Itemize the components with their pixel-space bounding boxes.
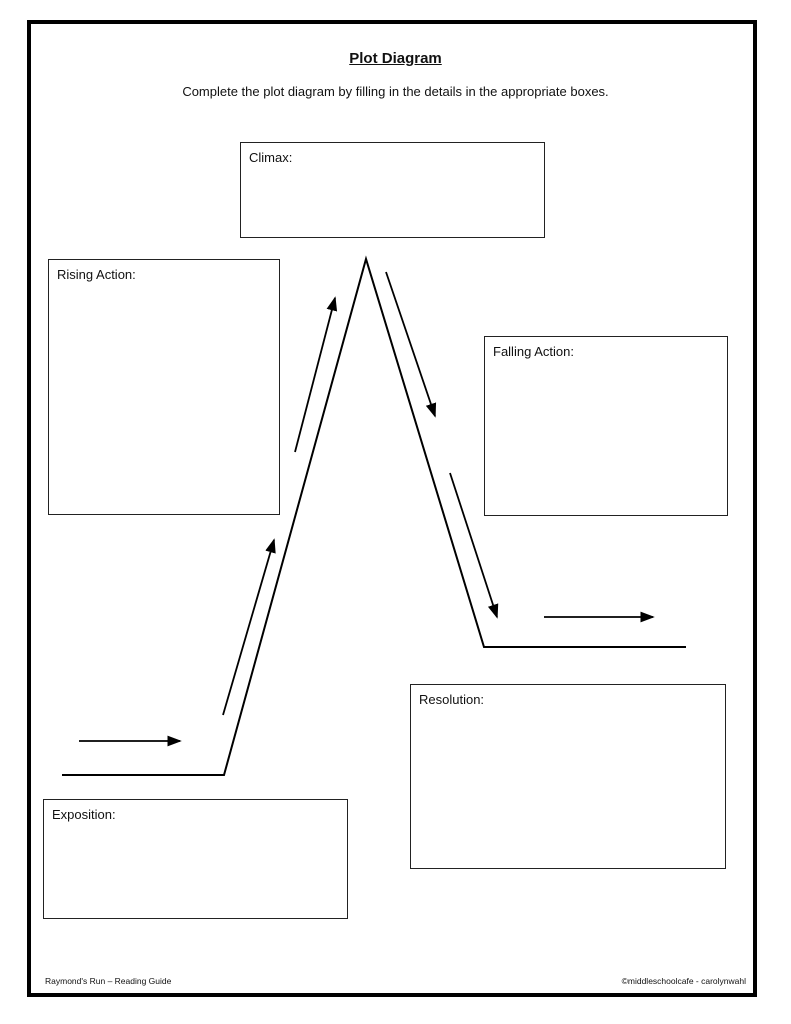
- arrow-falling-1: [386, 272, 435, 416]
- arrow-rising-2: [295, 298, 335, 452]
- resolution-label: Resolution:: [419, 692, 485, 707]
- resolution-box[interactable]: [410, 684, 726, 869]
- footer-right: ©middleschoolcafe - carolynwahl: [621, 976, 746, 986]
- instructions: Complete the plot diagram by filling in the details in the appropriate boxes.: [182, 84, 609, 99]
- rising-action-label: Rising Action:: [57, 267, 136, 282]
- exposition-label: Exposition:: [52, 807, 116, 822]
- page-title: Plot Diagram: [349, 50, 442, 67]
- climax-label: Climax:: [249, 150, 293, 165]
- climax-box[interactable]: [240, 142, 545, 238]
- rising-action-box[interactable]: [48, 259, 280, 515]
- falling-action-label: Falling Action:: [493, 344, 574, 359]
- falling-action-box[interactable]: [484, 336, 728, 516]
- footer-left: Raymond's Run – Reading Guide: [45, 976, 172, 986]
- exposition-box[interactable]: [43, 799, 348, 919]
